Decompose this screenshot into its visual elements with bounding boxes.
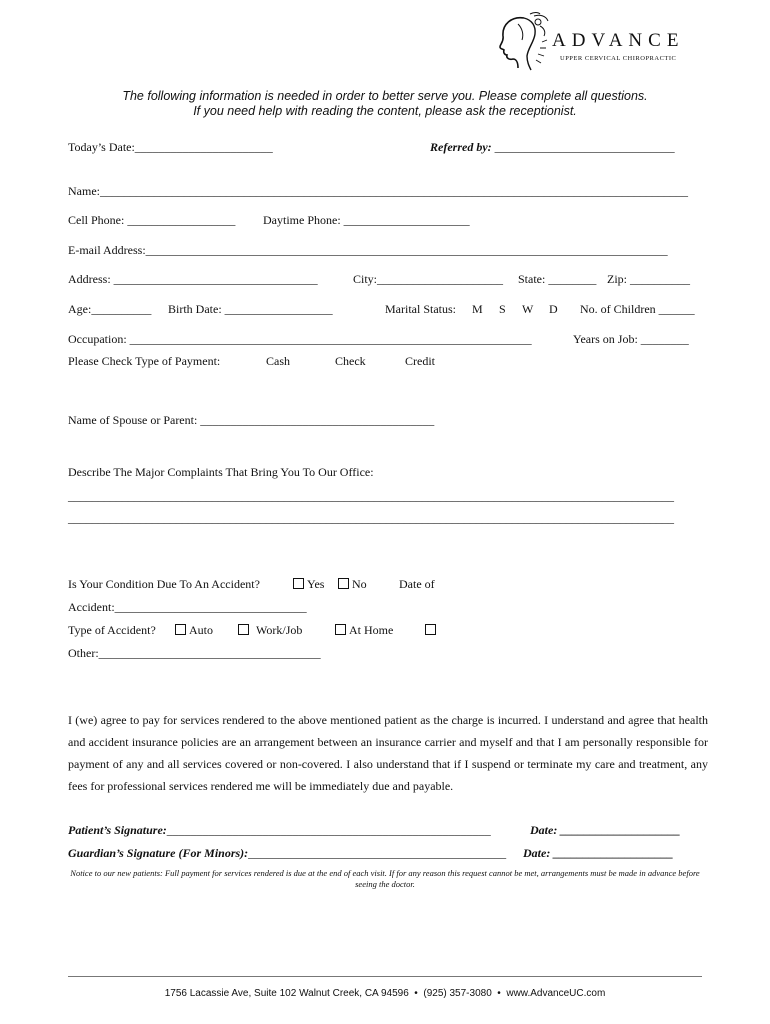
accident-type-home-label: At Home [349,623,394,637]
address-field[interactable]: Address: __________________________________ [68,272,318,286]
guardian-signature-date[interactable]: Date: ____________________ [523,846,674,860]
accident-yes-label: Yes [307,577,325,591]
age-field[interactable]: Age:__________ [68,302,152,316]
payment-option-credit[interactable]: Credit [405,354,435,368]
intro-line-2: If you need help with reading the content, please ask the receptionist. [193,104,577,118]
accident-type-auto[interactable] [175,623,213,638]
accident-question: Is Your Condition Due To An Accident? [68,577,260,591]
accident-type-work-label: Work/Job [256,623,303,637]
patient-signature-date[interactable]: Date: ____________________ [530,823,681,837]
accident-type-home[interactable] [335,623,393,638]
todays-date-field[interactable]: Today’s Date:_______________________ [68,140,273,154]
marital-option-m[interactable]: M [472,302,483,316]
patient-signature-line: ______________________________________________________ [166,823,491,837]
checkbox-icon[interactable] [335,624,346,635]
guardian-signature-field[interactable] [68,846,506,861]
cell-phone-field[interactable]: Cell Phone: __________________ [68,213,236,227]
referred-by-field[interactable] [430,140,675,155]
payment-option-cash[interactable]: Cash [266,354,290,368]
complaints-line-2[interactable]: _____________________________________________________________________________________________________ [68,511,674,525]
guardian-signature-line: ___________________________________________ [248,846,507,860]
marital-option-s[interactable]: S [499,302,506,316]
marital-option-w[interactable]: W [522,302,534,316]
occupation-field[interactable]: Occupation: ___________________________________________________________________ [68,332,532,346]
marital-option-d[interactable]: D [549,302,558,316]
children-field[interactable]: No. of Children ______ [580,302,695,316]
logo-tagline: UPPER CERVICAL CHIROPRACTIC [560,55,677,62]
checkbox-icon[interactable] [238,624,249,635]
complaints-line-1[interactable]: _____________________________________________________________________________________________________ [68,489,674,503]
spouse-parent-field[interactable]: Name of Spouse or Parent: _______________________________________ [68,413,435,427]
payment-agreement-text: I (we) agree to pay for services rendered to the above mentioned patient as the charge is incurred. I understand and agree that health and accident insurance policies are an arrangement between an insurance carrier and myself and that I am personally responsible for payment of any and all services covered or non-covered. I also understand that if I suspend or terminate my care and treatment, any fees for professional services rendered me will be immediately due and payable. [68,713,708,793]
checkbox-icon[interactable] [425,624,436,635]
accident-type-other-checkbox[interactable] [425,623,439,638]
city-field[interactable]: City:_____________________ [353,272,504,286]
accident-other-field[interactable]: Other:_____________________________________ [68,646,321,660]
new-patient-notice: Notice to our new patients: Full payment for services rendered is due at the end of each visit. If for any reason this request cannot be met, arrangements must be made in advance before seeing the doctor. [70,868,700,889]
footer-contact: 1756 Lacassie Ave, Suite 102 Walnut Creek, CA 94596 • (925) 357-3080 • www.AdvanceUC.com [164,988,606,999]
state-field[interactable]: State: ________ [518,272,597,286]
footer-divider [68,976,702,977]
advance-logo-mark [494,12,556,72]
payment-option-check[interactable]: Check [335,354,366,368]
accident-type-label: Type of Accident? [68,623,156,637]
accident-type-auto-label: Auto [189,623,213,637]
accident-date-field[interactable]: Accident:________________________________ [68,600,307,614]
accident-yes-option[interactable] [293,577,324,592]
marital-status-label: Marital Status: [385,302,456,316]
birth-date-field[interactable]: Birth Date: __________________ [168,302,333,316]
accident-type-work[interactable] [238,623,302,638]
checkbox-icon[interactable] [175,624,186,635]
referred-by-label: Referred by: [430,140,492,154]
referred-by-line: ______________________________ [491,140,675,154]
zip-field[interactable]: Zip: __________ [607,272,690,286]
checkbox-icon[interactable] [293,578,304,589]
logo-wordmark: ADVANCE [552,30,685,51]
complaints-label: Describe The Major Complaints That Bring You To Our Office: [68,465,374,479]
daytime-phone-field[interactable]: Daytime Phone: _____________________ [263,213,470,227]
years-on-job-field[interactable]: Years on Job: ________ [573,332,689,346]
name-field[interactable]: Name:__________________________________________________________________________________________________ [68,184,688,198]
accident-no-option[interactable] [338,577,367,592]
accident-no-label: No [352,577,367,591]
checkbox-icon[interactable] [338,578,349,589]
patient-signature-label: Patient’s Signature: [68,823,167,837]
accident-date-label: Date of [399,577,435,591]
patient-signature-field[interactable] [68,823,491,838]
email-field[interactable]: E-mail Address:_______________________________________________________________________________________ [68,243,668,257]
payment-type-label: Please Check Type of Payment: [68,354,221,368]
intro-line-1: The following information is needed in order to better serve you. Please complete all questions. [122,89,648,103]
guardian-signature-label: Guardian’s Signature (For Minors): [68,846,249,860]
